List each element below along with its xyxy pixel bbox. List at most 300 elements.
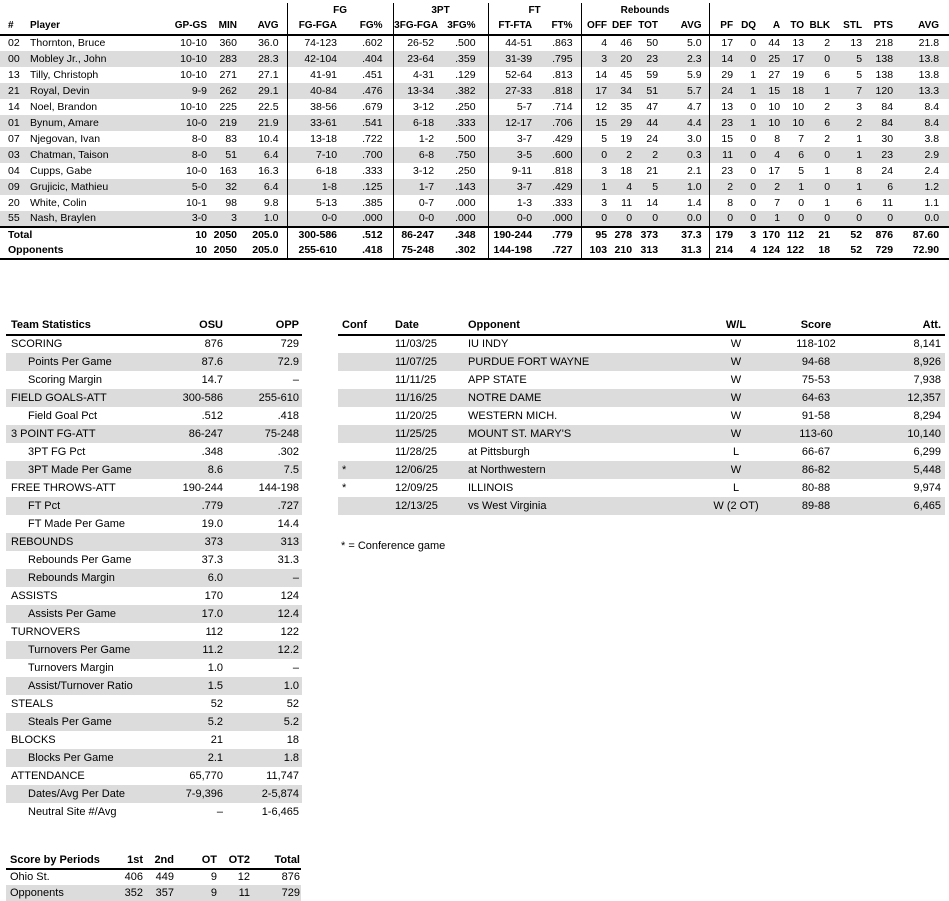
cell: 20 xyxy=(620,52,633,65)
osu-value: – xyxy=(216,805,223,818)
cell: 3-7 xyxy=(488,179,535,195)
cell: 01 xyxy=(8,116,20,129)
stat-row xyxy=(6,551,302,569)
cell: 37.3 xyxy=(662,227,709,243)
opp-value: 72.9 xyxy=(277,355,299,368)
conf-marker xyxy=(338,443,388,461)
cell: 16.3 xyxy=(258,164,279,177)
stat-row xyxy=(6,479,302,497)
period-row xyxy=(6,869,301,885)
osu-value: 87.6 xyxy=(201,355,223,368)
cell: 3 xyxy=(581,51,612,67)
cell: 47 xyxy=(646,100,659,113)
cell: 1.0 xyxy=(686,180,702,193)
cell: 10.4 xyxy=(258,132,279,145)
group-header xyxy=(0,3,287,18)
column-header: Score by Periods xyxy=(6,852,120,869)
conf-marker xyxy=(338,335,388,353)
osu-value: 300-586 xyxy=(182,391,223,404)
cell: 34 xyxy=(620,84,633,97)
cell: 0 xyxy=(652,212,659,225)
stat-label: FREE THROWS-ATT xyxy=(11,481,116,494)
stat-label: 3PT Made Per Game xyxy=(28,463,132,476)
cell: 373 xyxy=(637,227,662,243)
period-value: 876 xyxy=(281,871,300,883)
cell: 1 xyxy=(824,84,831,97)
conf-marker xyxy=(338,389,388,407)
cell: 24 xyxy=(709,83,737,99)
cell: 13.8 xyxy=(918,52,940,65)
stat-row xyxy=(6,587,302,605)
cell: 40-84 xyxy=(287,83,340,99)
cell: 09 xyxy=(8,180,20,193)
cell: 138 xyxy=(875,52,894,65)
cell: .541 xyxy=(362,116,383,129)
team-stats-table xyxy=(6,316,302,821)
cell: 5.7 xyxy=(686,84,702,97)
player-row xyxy=(0,163,949,179)
cell: 0.0 xyxy=(686,212,702,225)
cell: 18 xyxy=(620,164,633,177)
row-label: Total xyxy=(0,227,170,243)
cell: 10 xyxy=(170,227,209,243)
cell: .795 xyxy=(552,52,573,65)
osu-value: 373 xyxy=(204,535,223,548)
stat-label: Assists Per Game xyxy=(28,607,117,620)
cell: 6 xyxy=(887,180,894,193)
column-header: OFF xyxy=(581,18,612,35)
column-header: OT2 xyxy=(218,852,251,869)
score: 66-67 xyxy=(801,445,831,458)
stat-label: REBOUNDS xyxy=(11,535,74,548)
cell: 2.9 xyxy=(924,148,940,161)
cell: 11 xyxy=(709,147,737,163)
stat-row xyxy=(6,407,302,425)
cell: 0 xyxy=(824,180,831,193)
cell: 44 xyxy=(768,37,781,50)
cell: 218 xyxy=(875,37,894,50)
cell: 10-10 xyxy=(180,37,207,50)
cell: 23 xyxy=(646,52,659,65)
player-row xyxy=(0,179,949,195)
cell: 4 xyxy=(626,180,633,193)
score: 64-63 xyxy=(801,391,831,404)
cell: 278 xyxy=(612,227,637,243)
cell: 14 xyxy=(709,51,737,67)
cell: 3.0 xyxy=(686,132,702,145)
header-row xyxy=(6,852,301,869)
score: 118-102 xyxy=(796,338,836,350)
cell: 283 xyxy=(219,52,237,65)
cell: 17 xyxy=(792,52,805,65)
cell: .700 xyxy=(362,148,383,161)
column-header: OPP xyxy=(226,316,302,335)
cell: 8 xyxy=(856,164,863,177)
opponent-name: at Pittsburgh xyxy=(468,445,530,458)
cell: 17 xyxy=(581,83,612,99)
cell: 41-91 xyxy=(287,67,340,83)
opp-value: – xyxy=(292,661,299,674)
cell: 30 xyxy=(881,132,894,145)
cell: 04 xyxy=(8,164,20,177)
opponent-name: APP STATE xyxy=(468,373,527,386)
cell: 2050 xyxy=(209,243,240,259)
cell: 6 xyxy=(824,68,831,81)
cell: .000 xyxy=(455,212,476,225)
cell: 10-10 xyxy=(180,100,207,113)
score: 94-68 xyxy=(801,355,831,368)
stat-row xyxy=(6,533,302,551)
column-header: MIN xyxy=(209,18,240,35)
cell: 52 xyxy=(837,243,864,259)
game-row xyxy=(338,479,945,497)
cell: 5.0 xyxy=(686,37,702,50)
cell: .348 xyxy=(440,227,488,243)
osu-value: 190-244 xyxy=(182,481,223,494)
player-stats-section xyxy=(0,3,949,260)
opponents-row xyxy=(0,243,949,259)
period-value: 12 xyxy=(237,871,250,883)
cell: 75-248 xyxy=(393,243,440,259)
cell: 0 xyxy=(824,52,831,65)
attendance: 6,465 xyxy=(913,499,941,512)
player-name: Chatman, Taison xyxy=(30,148,109,161)
cell: 2.4 xyxy=(924,164,940,177)
cell: 1.4 xyxy=(686,196,702,209)
group-header: FT xyxy=(488,3,581,18)
cell: 0 xyxy=(750,132,757,145)
stat-row xyxy=(6,335,302,353)
column-header: AVG xyxy=(896,18,949,35)
group-header xyxy=(709,3,949,18)
cell: 22.5 xyxy=(258,100,279,113)
cell: 2 xyxy=(824,37,831,50)
column-header: PF xyxy=(709,18,737,35)
cell: 7 xyxy=(774,196,781,209)
cell: 23 xyxy=(709,115,737,131)
stat-row xyxy=(6,443,302,461)
cell: .706 xyxy=(552,116,573,129)
cell: 5-13 xyxy=(287,195,340,211)
stat-row xyxy=(6,767,302,785)
osu-value: 19.0 xyxy=(201,517,223,530)
cell: 29 xyxy=(709,67,737,83)
cell: 2.3 xyxy=(686,52,702,65)
row-label: Opponents xyxy=(0,243,170,259)
cell: 0-0 xyxy=(287,211,340,227)
stat-label: FT Pct xyxy=(28,499,61,512)
player-name: White, Colin xyxy=(30,196,87,209)
player-stats-table xyxy=(0,3,949,260)
cell: .385 xyxy=(362,196,383,209)
cell: 95 xyxy=(581,227,612,243)
column-header: DEF xyxy=(612,18,637,35)
column-header-row xyxy=(0,18,949,35)
osu-value: 112 xyxy=(205,625,223,638)
cell: 0 xyxy=(709,211,737,227)
osu-value: 37.3 xyxy=(201,553,223,566)
cell: .382 xyxy=(455,84,476,97)
team-stats-body xyxy=(6,335,302,821)
osu-value: 1.0 xyxy=(207,661,223,674)
win-loss: W xyxy=(730,409,742,422)
stat-label: Scoring Margin xyxy=(28,373,102,386)
group-header: Rebounds xyxy=(581,3,709,18)
stat-row xyxy=(6,677,302,695)
cell: 36.0 xyxy=(258,37,279,50)
opp-value: 14.4 xyxy=(277,517,299,530)
cell: 72.90 xyxy=(896,243,949,259)
cell: .602 xyxy=(362,37,383,50)
period-value: 9 xyxy=(210,871,217,883)
stat-row xyxy=(6,569,302,587)
cell: 03 xyxy=(8,148,20,161)
stat-row xyxy=(6,389,302,407)
column-header: Team Statistics xyxy=(6,316,154,335)
cell: .143 xyxy=(455,180,476,193)
stat-row xyxy=(6,497,302,515)
osu-value: 170 xyxy=(204,589,223,602)
cell: 15 xyxy=(581,115,612,131)
cell: 12-17 xyxy=(488,115,535,131)
win-loss: L xyxy=(732,481,740,494)
column-header: Att. xyxy=(860,316,945,335)
cell: 6 xyxy=(798,148,805,161)
stat-label: Steals Per Game xyxy=(28,715,112,728)
group-header: FG xyxy=(287,3,393,18)
cell: 8.4 xyxy=(924,100,940,113)
cell: 10 xyxy=(768,100,781,113)
column-header: GP-GS xyxy=(170,18,209,35)
cell: 1 xyxy=(824,164,831,177)
game-date: 12/13/25 xyxy=(395,499,438,512)
opp-value: .727 xyxy=(277,499,299,512)
cell: 5 xyxy=(856,52,863,65)
cell: .714 xyxy=(552,100,573,113)
cell: 5-0 xyxy=(191,180,207,193)
win-loss: W xyxy=(730,373,742,386)
opponent-name: vs West Virginia xyxy=(468,499,547,512)
game-date: 11/03/25 xyxy=(395,338,438,350)
cell: 52-64 xyxy=(488,67,535,83)
stat-label: STEALS xyxy=(11,697,54,710)
osu-value: 86-247 xyxy=(188,427,223,440)
conf-marker xyxy=(338,425,388,443)
game-date: 12/06/25 xyxy=(395,463,438,476)
column-header: Opponent xyxy=(466,316,700,335)
cell: .404 xyxy=(362,52,383,65)
cell: 26-52 xyxy=(393,35,440,51)
game-row xyxy=(338,461,945,479)
cell: 3-0 xyxy=(191,212,207,225)
cell: 33-61 xyxy=(287,115,340,131)
score: 113-60 xyxy=(799,427,833,440)
player-name: Noel, Brandon xyxy=(30,100,98,113)
cell: 1 xyxy=(856,132,863,145)
win-loss: W xyxy=(730,463,742,476)
cell: 4.4 xyxy=(686,116,702,129)
stat-label: TURNOVERS xyxy=(11,625,81,638)
osu-value: 8.6 xyxy=(207,463,223,476)
score: 80-88 xyxy=(801,481,831,494)
opp-value: 12.4 xyxy=(277,607,299,620)
cell: 32 xyxy=(225,180,237,193)
player-row xyxy=(0,51,949,67)
cell: 0 xyxy=(887,212,894,225)
cell: 46 xyxy=(620,37,633,50)
cell: 10 xyxy=(768,116,781,129)
opp-value: .302 xyxy=(277,445,299,458)
column-header: DQ xyxy=(737,18,762,35)
cell: 9-11 xyxy=(488,163,535,179)
cell: 2.1 xyxy=(686,164,702,177)
opp-value: 12.2 xyxy=(277,643,299,656)
game-date: 12/09/25 xyxy=(395,481,438,494)
player-name: Royal, Devin xyxy=(30,84,90,97)
osu-value: 876 xyxy=(204,338,223,350)
cell: 9-9 xyxy=(191,84,207,97)
cell: .500 xyxy=(455,132,476,145)
cell: .125 xyxy=(362,180,383,193)
game-date: 11/07/25 xyxy=(395,355,438,368)
stat-row xyxy=(6,605,302,623)
cell: 6-18 xyxy=(393,115,440,131)
player-name: Njegovan, Ivan xyxy=(30,132,101,145)
cell: .418 xyxy=(340,243,393,259)
opp-value: 31.3 xyxy=(277,553,299,566)
cell: 8 xyxy=(774,132,781,145)
cell: 86-247 xyxy=(393,227,440,243)
opp-value: 124 xyxy=(280,589,299,602)
cell: 313 xyxy=(637,243,662,259)
player-row xyxy=(0,35,949,51)
opp-value: 122 xyxy=(280,625,299,638)
cell: 8-0 xyxy=(191,148,207,161)
cell: .818 xyxy=(552,84,573,97)
cell: 8-0 xyxy=(191,132,207,145)
cell: 170 xyxy=(762,227,785,243)
conf-marker xyxy=(338,371,388,389)
cell: 0 xyxy=(750,212,757,225)
cell: 14 xyxy=(646,196,659,209)
game-row xyxy=(338,371,945,389)
header-row xyxy=(6,316,302,335)
cell: 44-51 xyxy=(488,35,535,51)
cell: 21.9 xyxy=(258,116,279,129)
cell: 124 xyxy=(762,243,785,259)
cell: 51 xyxy=(225,148,237,161)
score: 89-88 xyxy=(801,499,831,512)
game-date: 11/11/25 xyxy=(395,373,437,386)
cell: 6.4 xyxy=(263,180,279,193)
schedule-body xyxy=(338,335,945,515)
cell: .512 xyxy=(340,227,393,243)
opp-value: 5.2 xyxy=(283,715,299,728)
cell: .359 xyxy=(455,52,476,65)
cell: 25 xyxy=(768,52,781,65)
cell: 13 xyxy=(709,99,737,115)
cell: 27 xyxy=(768,68,781,81)
player-name: Nash, Braylen xyxy=(30,212,96,225)
column-header: Player xyxy=(28,18,170,35)
cell: 14 xyxy=(581,67,612,83)
cell: .250 xyxy=(455,164,476,177)
cell: 1 xyxy=(824,196,831,209)
column-header: FG% xyxy=(340,18,393,35)
stat-row xyxy=(6,371,302,389)
cell: 13-34 xyxy=(393,83,440,99)
cell: 4-31 xyxy=(393,67,440,83)
column-header: PTS xyxy=(864,18,896,35)
game-date: 11/25/25 xyxy=(395,427,438,440)
cell: 02 xyxy=(8,37,20,50)
cell: 7 xyxy=(856,84,863,97)
stat-label: ATTENDANCE xyxy=(11,769,85,782)
cell: 15 xyxy=(709,131,737,147)
cell: 0 xyxy=(750,196,757,209)
periods-header xyxy=(6,852,301,869)
cell: 10-1 xyxy=(185,196,207,209)
cell: 0 xyxy=(824,148,831,161)
player-row xyxy=(0,211,949,227)
cell: .451 xyxy=(362,68,383,81)
osu-value: 21 xyxy=(210,733,223,746)
cell: 07 xyxy=(8,132,20,145)
stat-row xyxy=(6,785,302,803)
opp-value: 7.5 xyxy=(283,463,299,476)
cell: .679 xyxy=(362,100,383,113)
column-header: OSU xyxy=(154,316,226,335)
cell: 29 xyxy=(620,116,633,129)
schedule-table xyxy=(338,316,945,515)
cell: 98 xyxy=(225,196,237,209)
cell: 1 xyxy=(774,212,781,225)
cell: 3-5 xyxy=(488,147,535,163)
stat-label: SCORING xyxy=(11,338,63,350)
stat-label: Assist/Turnover Ratio xyxy=(28,679,133,692)
cell: 6 xyxy=(856,196,863,209)
cell: 50 xyxy=(646,37,659,50)
cell: 1-3 xyxy=(488,195,535,211)
opp-value: 75-248 xyxy=(264,427,299,440)
column-header: FG-FGA xyxy=(287,18,340,35)
cell: .000 xyxy=(552,212,573,225)
player-row xyxy=(0,115,949,131)
opp-value: 144-198 xyxy=(258,481,299,494)
attendance: 10,140 xyxy=(907,427,941,440)
cell: 20 xyxy=(8,196,20,209)
cell: 12 xyxy=(581,99,612,115)
column-header: AVG xyxy=(662,18,709,35)
cell: 87.60 xyxy=(896,227,949,243)
stat-label: Points Per Game xyxy=(28,355,112,368)
attendance: 8,926 xyxy=(913,355,941,368)
cell: 876 xyxy=(864,227,896,243)
team-stats-header xyxy=(6,316,302,335)
opp-value: 1-6,465 xyxy=(261,805,299,818)
cell: 13 xyxy=(850,37,863,50)
stat-label: Rebounds Per Game xyxy=(28,553,132,566)
cell: .476 xyxy=(362,84,383,97)
cell: 10-0 xyxy=(185,116,207,129)
stat-row xyxy=(6,695,302,713)
cell: 14 xyxy=(8,100,20,113)
cell: 6.4 xyxy=(263,148,279,161)
opp-value: 11,747 xyxy=(266,769,299,782)
stat-label: FIELD GOALS-ATT xyxy=(11,391,107,404)
conf-marker xyxy=(338,407,388,425)
column-header: # xyxy=(0,18,28,35)
